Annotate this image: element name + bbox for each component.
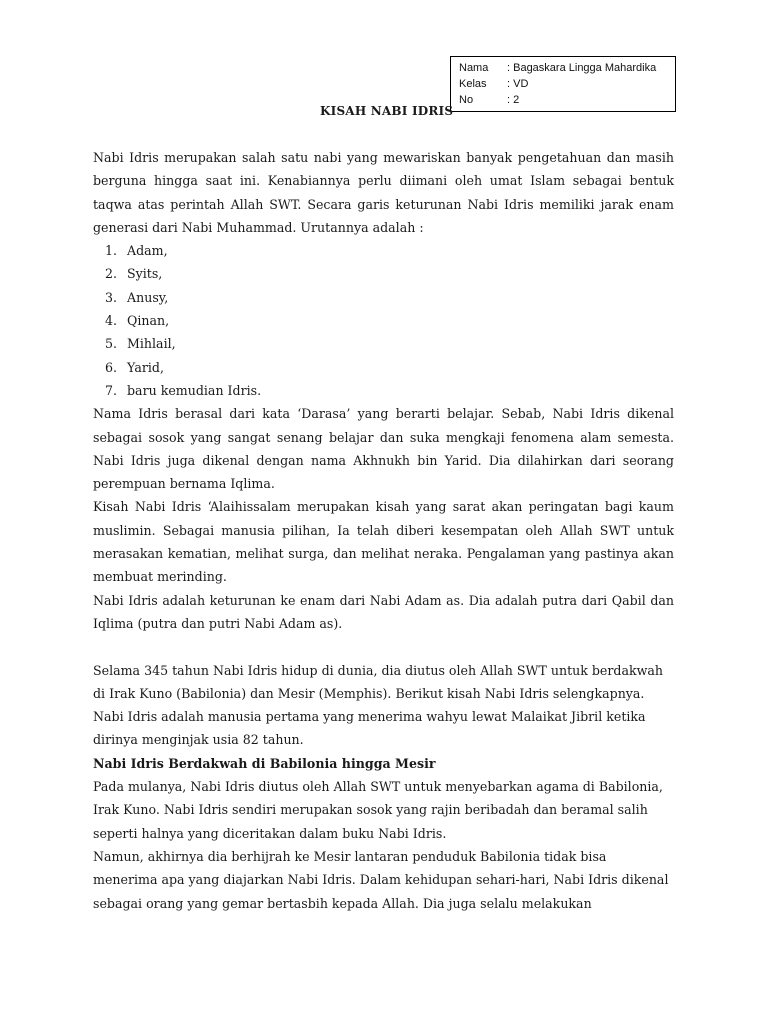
list-text: Adam, (127, 243, 168, 259)
list-number: 1. (104, 243, 117, 259)
list-item (93, 239, 674, 262)
list-item (93, 262, 674, 285)
list-item (93, 332, 674, 355)
list-number: 2. (104, 266, 117, 282)
list-number: 4. (104, 313, 117, 329)
list-text: Qinan, (127, 313, 170, 329)
document-title: KISAH NABI IDRIS (320, 104, 454, 118)
story-paragraph: Kisah Nabi Idris ‘Alaihissalam merupakan kisah yang sarat akan peringatan bagi kaum muslimin. Sebagai manusia pilihan, Ia telah diberi kesempatan oleh Allah SWT untuk merasakan kematian, melihat surga, dan melihat neraka. Pengalaman yang pastinya akan membuat merinding. (93, 499, 674, 585)
paragraph-spacer (93, 635, 674, 658)
list-item (93, 356, 674, 379)
document-body (93, 146, 674, 915)
section-heading: Nabi Idris Berdakwah di Babilonia hingga Mesir (93, 755, 436, 771)
mission-paragraph: Selama 345 tahun Nabi Idris hidup di dunia, dia diutus oleh Allah SWT untuk berdakwah di Irak Kuno (Babilonia) dan Mesir (Memphis). Berikut kisah Nabi Idris selengkapnya. Nabi Idris adalah manusia pertama yang menerima wahyu lewat Malaikat Jibril ketika dirinya menginjak usia 82 tahun. (93, 662, 664, 748)
list-text: Syits, (127, 266, 163, 282)
intro-paragraph: Nabi Idris merupakan salah satu nabi yang mewariskan banyak pengetahuan dan masih berguna hingga saat ini. Kenabiannya perlu diimani oleh umat Islam sebagai bentuk taqwa atas perintah Allah SWT. Secara garis keturunan Nabi Idris memiliki jarak enam generasi dari Nabi Muhammad. Urutannya adalah : (93, 150, 674, 235)
identity-value: : 2 (507, 94, 520, 106)
list-number: 3. (104, 289, 117, 305)
identity-label: No (459, 94, 474, 106)
list-item (93, 286, 674, 309)
identity-row-number (459, 92, 675, 108)
hijrah-paragraph: Namun, akhirnya dia berhijrah ke Mesir lantaran penduduk Babilonia tidak bisa menerima apa yang diajarkan Nabi Idris. Dalam kehidupan sehari-hari, Nabi Idris dikenal sebagai orang yang gemar bertasbih kepada Allah. Dia juga selalu melakukan (93, 848, 669, 911)
dakwah-paragraph: Pada mulanya, Nabi Idris diutus oleh Allah SWT untuk menyebarkan agama di Babilonia, Irak Kuno. Nabi Idris sendiri merupakan sosok yang rajin beribadah dan beramal salih seperti halnya yang diceritakan dalam buku Nabi Idris. (93, 779, 663, 841)
list-text: Anusy, (127, 289, 169, 305)
identity-row-name (459, 60, 675, 76)
ancestor-list (93, 239, 674, 402)
identity-value: : Bagaskara Lingga Mahardika (507, 62, 657, 74)
identity-value: : VD (507, 78, 529, 90)
list-item (93, 309, 674, 332)
identity-label: Kelas (459, 78, 487, 90)
identity-row-class (459, 76, 675, 92)
lineage-paragraph: Nabi Idris adalah keturunan ke enam dari Nabi Adam as. Dia adalah putra dari Qabil dan Iqlima (putra dan putri Nabi Adam as). (93, 592, 674, 631)
identity-label: Nama (459, 62, 489, 74)
list-item (93, 379, 674, 402)
list-text: Mihlail, (127, 336, 176, 352)
list-text: baru kemudian Idris. (127, 382, 262, 398)
list-number: 7. (104, 382, 117, 398)
list-text: Yarid, (127, 359, 164, 375)
student-identity-box (450, 56, 676, 112)
name-origin-paragraph: Nama Idris berasal dari kata ‘Darasa’ yang berarti belajar. Sebab, Nabi Idris dikenal sebagai sosok yang sangat senang belajar dan suka mengkaji fenomena alam semesta. Nabi Idris juga dikenal dengan nama Akhnukh bin Yarid. Dia dilahirkan dari seorang perempuan bernama Iqlima. (93, 406, 674, 492)
list-number: 6. (104, 359, 117, 375)
list-number: 5. (104, 336, 117, 352)
